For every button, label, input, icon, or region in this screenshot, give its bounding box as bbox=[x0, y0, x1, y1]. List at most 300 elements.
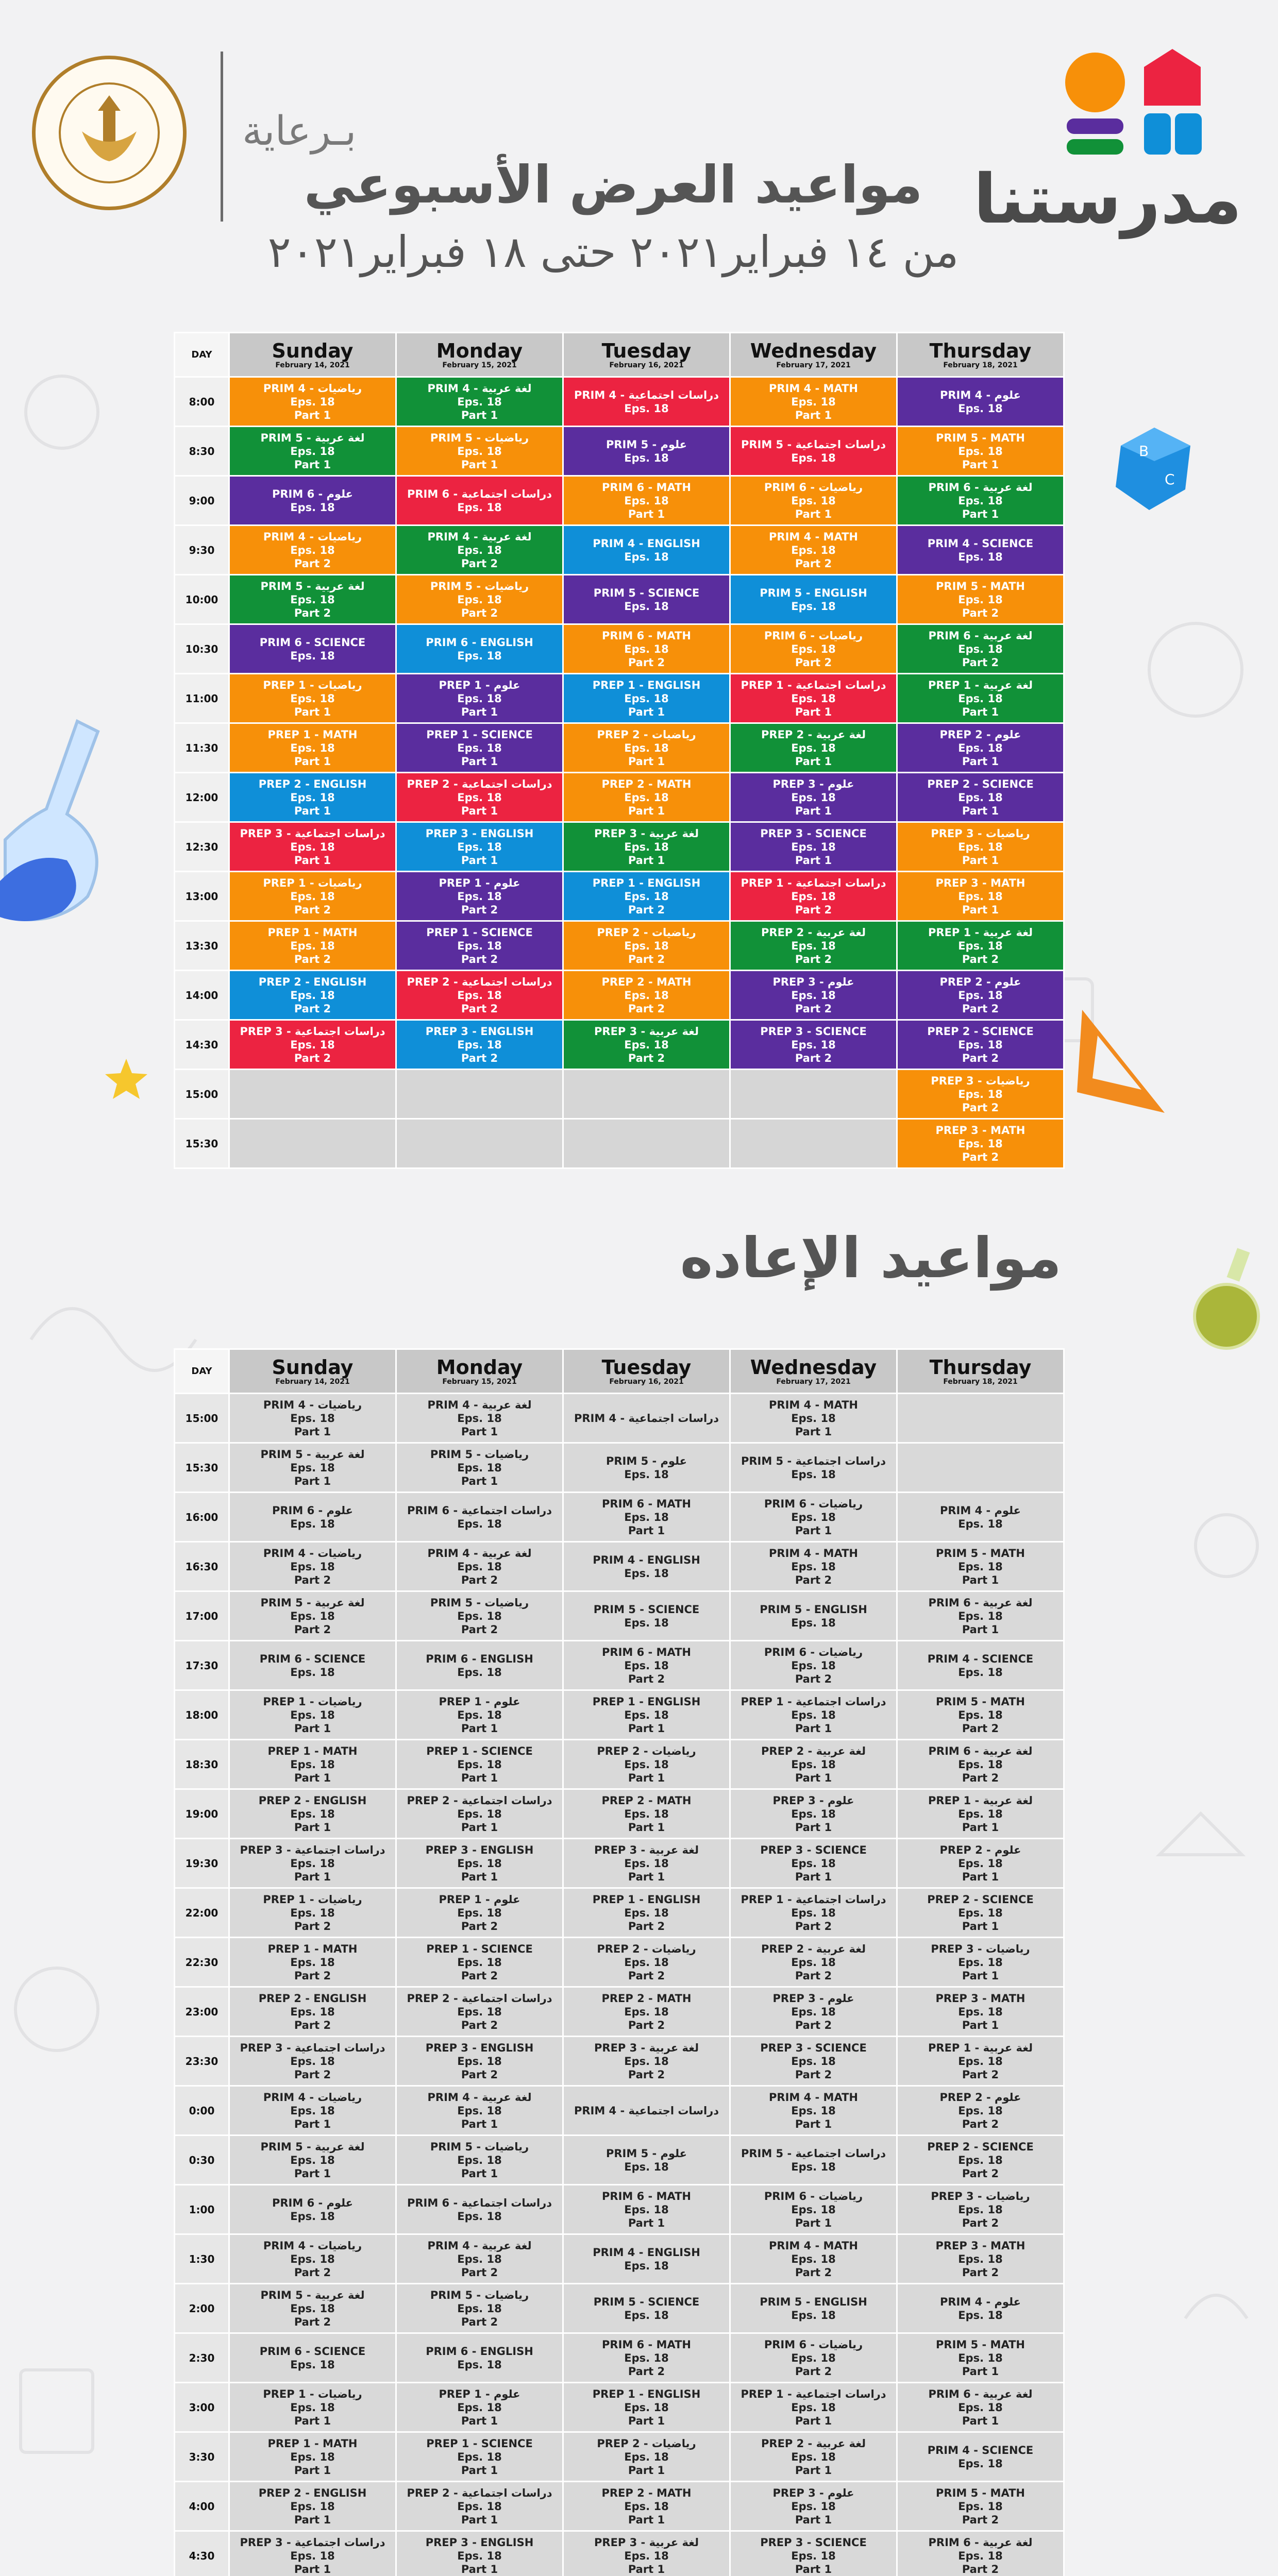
episode-label: Eps. 18 bbox=[958, 642, 1003, 655]
part-label: Part 2 bbox=[962, 2068, 999, 2081]
schedule-cell bbox=[229, 723, 396, 773]
episode-label: Eps. 18 bbox=[290, 989, 335, 1002]
program-title: PREP 2 - SCIENCE bbox=[927, 1893, 1034, 1906]
part-label: Part 1 bbox=[795, 2216, 832, 2229]
schedule-cell bbox=[396, 2482, 563, 2531]
part-label: Part 2 bbox=[795, 1052, 832, 1064]
schedule-row bbox=[175, 476, 1064, 526]
schedule-cell bbox=[897, 624, 1064, 674]
part-label: Part 1 bbox=[461, 2563, 498, 2575]
schedule-cell bbox=[897, 1690, 1064, 1740]
episode-label: Eps. 18 bbox=[457, 2252, 502, 2265]
episode-label: Eps. 18 bbox=[290, 2210, 335, 2223]
schedule-cell bbox=[229, 1394, 396, 1443]
episode-label: Eps. 18 bbox=[457, 1666, 502, 1679]
program-title: PREP 2 - دراسات اجتماعية bbox=[407, 975, 552, 988]
day-header-thursday: Thursday February 18, 2021 bbox=[897, 333, 1064, 377]
schedule-row bbox=[175, 377, 1064, 427]
program-title: PREP 3 - علوم bbox=[772, 1794, 854, 1807]
time-slot-label: 3:30 bbox=[175, 2432, 229, 2482]
schedule-cell bbox=[897, 526, 1064, 575]
schedule-cell bbox=[229, 1740, 396, 1789]
schedule-cell bbox=[396, 674, 563, 723]
schedule-cell bbox=[563, 2037, 730, 2086]
program-title: PREP 1 - علوم bbox=[439, 1695, 520, 1708]
episode-label: Eps. 18 bbox=[958, 840, 1003, 853]
program-title: PRIM 5 - لغة عربية bbox=[260, 1596, 365, 1609]
part-label: Part 2 bbox=[962, 1101, 999, 1114]
episode-label: Eps. 18 bbox=[457, 2302, 502, 2315]
time-slot-label: 13:30 bbox=[175, 921, 229, 971]
part-label: Part 1 bbox=[294, 1771, 331, 1784]
episode-label: Eps. 18 bbox=[290, 445, 335, 457]
schedule-cell bbox=[897, 2482, 1064, 2531]
schedule-cell bbox=[229, 921, 396, 971]
program-title: PRIM 4 - ENGLISH bbox=[593, 537, 700, 550]
episode-label: Eps. 18 bbox=[958, 890, 1003, 903]
part-label: Part 1 bbox=[461, 2414, 498, 2427]
program-title: PRIM 5 - رياضيات bbox=[430, 580, 529, 592]
schedule-cell bbox=[730, 1020, 897, 1070]
schedule-row bbox=[175, 2383, 1064, 2432]
program-title: PRIM 5 - MATH bbox=[936, 580, 1025, 592]
program-title: PRIM 5 - رياضيات bbox=[430, 2140, 529, 2153]
episode-label: Eps. 18 bbox=[457, 2549, 502, 2562]
part-label: Part 1 bbox=[294, 458, 331, 471]
schedule-cell bbox=[396, 723, 563, 773]
part-label: Part 1 bbox=[795, 1722, 832, 1735]
program-title: PREP 2 - MATH bbox=[601, 1794, 692, 1807]
program-title: PREP 1 - رياضيات bbox=[263, 2387, 362, 2400]
program-title: PREP 1 - دراسات اجتماعية bbox=[741, 1893, 886, 1906]
episode-label: Eps. 18 bbox=[624, 840, 669, 853]
part-label: Part 1 bbox=[795, 2513, 832, 2526]
episode-label: Eps. 18 bbox=[958, 741, 1003, 754]
program-title: PRIM 6 - MATH bbox=[602, 2190, 691, 2202]
part-label: Part 1 bbox=[294, 705, 331, 718]
schedule-cell bbox=[563, 2136, 730, 2185]
program-title: PRIM 5 - علوم bbox=[606, 1454, 687, 1467]
part-label: Part 1 bbox=[461, 1771, 498, 1784]
time-slot-label: 1:00 bbox=[175, 2185, 229, 2234]
program-title: PRIM 4 - علوم bbox=[939, 388, 1021, 401]
episode-label: Eps. 18 bbox=[958, 402, 1003, 415]
episode-label: Eps. 18 bbox=[457, 445, 502, 457]
schedule-row bbox=[175, 2284, 1064, 2333]
episode-label: Eps. 18 bbox=[457, 741, 502, 754]
part-label: Part 2 bbox=[962, 2266, 999, 2279]
program-title: PRIM 4 - لغة عربية bbox=[427, 2091, 532, 2104]
program-title: PREP 3 - لغة عربية bbox=[594, 827, 699, 840]
part-label: Part 2 bbox=[795, 1573, 832, 1586]
part-label: Part 2 bbox=[294, 1920, 331, 1933]
day-header-sunday: Sunday February 14, 2021 bbox=[229, 333, 396, 377]
time-slot-label: 10:00 bbox=[175, 575, 229, 624]
time-slot-label: 23:30 bbox=[175, 2037, 229, 2086]
schedule-cell bbox=[229, 2333, 396, 2383]
rerun-section-title: مواعيد الإعاده bbox=[680, 1226, 1062, 1291]
schedule-cell bbox=[730, 1938, 897, 1987]
schedule-cell bbox=[396, 2383, 563, 2432]
schedule-cell bbox=[396, 2432, 563, 2482]
schedule-cell bbox=[897, 575, 1064, 624]
schedule-cell bbox=[730, 2037, 897, 2086]
schedule-cell bbox=[730, 872, 897, 921]
rerun-day-header-sunday: Sunday February 14, 2021 bbox=[229, 1349, 396, 1394]
schedule-cell bbox=[897, 1789, 1064, 1839]
part-label: Part 2 bbox=[461, 2266, 498, 2279]
program-title: PRIM 5 - رياضيات bbox=[430, 1448, 529, 1461]
program-title: PREP 1 - SCIENCE bbox=[426, 1744, 533, 1757]
schedule-row bbox=[175, 872, 1064, 921]
episode-label: Eps. 18 bbox=[457, 791, 502, 804]
brand-name: مدرستنا bbox=[973, 160, 1242, 239]
episode-label: Eps. 18 bbox=[457, 1807, 502, 1820]
part-label: Part 2 bbox=[962, 1771, 999, 1784]
episode-label: Eps. 18 bbox=[624, 402, 669, 415]
episode-label: Eps. 18 bbox=[290, 1560, 335, 1573]
episode-label: Eps. 18 bbox=[958, 2351, 1003, 2364]
part-label: Part 1 bbox=[294, 1722, 331, 1735]
episode-label: Eps. 18 bbox=[290, 2154, 335, 2166]
schedule-cell bbox=[563, 1987, 730, 2037]
schedule-cell bbox=[396, 2531, 563, 2576]
episode-label: Eps. 18 bbox=[457, 1758, 502, 1771]
program-title: PREP 3 - رياضيات bbox=[931, 2190, 1030, 2202]
program-title: PRIM 5 - دراسات اجتماعية bbox=[741, 2147, 886, 2160]
episode-label: Eps. 18 bbox=[958, 1088, 1003, 1100]
part-label: Part 1 bbox=[628, 2513, 665, 2526]
episode-label: Eps. 18 bbox=[624, 642, 669, 655]
episode-label: Eps. 18 bbox=[624, 550, 669, 563]
part-label: Part 1 bbox=[461, 458, 498, 471]
episode-label: Eps. 18 bbox=[290, 791, 335, 804]
episode-label: Eps. 18 bbox=[791, 1412, 836, 1425]
episode-label: Eps. 18 bbox=[958, 2104, 1003, 2117]
program-title: PREP 3 - علوم bbox=[772, 2486, 854, 2499]
svg-text:C: C bbox=[1165, 471, 1175, 488]
part-label: Part 1 bbox=[795, 1425, 832, 1438]
part-label: Part 2 bbox=[628, 2068, 665, 2081]
program-title: PRIM 5 - لغة عربية bbox=[260, 431, 365, 444]
part-label: Part 2 bbox=[461, 2068, 498, 2081]
day-header-wednesday: Wednesday February 17, 2021 bbox=[730, 333, 897, 377]
part-label: Part 1 bbox=[628, 705, 665, 718]
program-title: PRIM 4 - لغة عربية bbox=[427, 382, 532, 395]
program-title: PREP 3 - لغة عربية bbox=[594, 2536, 699, 2549]
episode-label: Eps. 18 bbox=[290, 692, 335, 705]
episode-label: Eps. 18 bbox=[290, 1857, 335, 1870]
episode-label: Eps. 18 bbox=[457, 1857, 502, 1870]
time-slot-label: 0:00 bbox=[175, 2086, 229, 2136]
program-title: PREP 2 - علوم bbox=[939, 1843, 1021, 1856]
schedule-cell bbox=[730, 2432, 897, 2482]
part-label: Part 1 bbox=[628, 854, 665, 867]
episode-label: Eps. 18 bbox=[624, 2160, 669, 2173]
episode-label: Eps. 18 bbox=[457, 840, 502, 853]
program-title: PREP 1 - MATH bbox=[267, 926, 358, 939]
schedule-cell bbox=[563, 1493, 730, 1542]
part-label: Part 1 bbox=[795, 409, 832, 421]
time-slot-label: 2:30 bbox=[175, 2333, 229, 2383]
program-title: PREP 1 - علوم bbox=[439, 2387, 520, 2400]
episode-label: Eps. 18 bbox=[791, 544, 836, 556]
program-title: PRIM 6 - دراسات اجتماعية bbox=[407, 1504, 552, 1517]
part-label: Part 2 bbox=[962, 2167, 999, 2180]
schedule-cell bbox=[897, 1740, 1064, 1789]
program-title: PREP 3 - لغة عربية bbox=[594, 1025, 699, 1038]
program-title: PREP 3 - SCIENCE bbox=[760, 1843, 867, 1856]
episode-label: Eps. 18 bbox=[958, 1137, 1003, 1150]
schedule-cell bbox=[563, 1119, 730, 1168]
schedule-cell bbox=[396, 526, 563, 575]
schedule-cell bbox=[563, 674, 730, 723]
schedule-cell bbox=[897, 872, 1064, 921]
part-label: Part 1 bbox=[962, 1623, 999, 1636]
part-label: Part 1 bbox=[294, 2167, 331, 2180]
part-label: Part 1 bbox=[294, 409, 331, 421]
episode-label: Eps. 18 bbox=[624, 1807, 669, 1820]
program-title: PRIM 6 - علوم bbox=[272, 2196, 354, 2209]
schedule-cell bbox=[563, 1938, 730, 1987]
schedule-cell bbox=[897, 2383, 1064, 2432]
episode-label: Eps. 18 bbox=[958, 692, 1003, 705]
episode-label: Eps. 18 bbox=[958, 939, 1003, 952]
time-slot-label: 17:00 bbox=[175, 1591, 229, 1641]
episode-label: Eps. 18 bbox=[457, 1708, 502, 1721]
schedule-row bbox=[175, 1443, 1064, 1493]
rerun-day-header-tuesday: Tuesday February 16, 2021 bbox=[563, 1349, 730, 1394]
time-slot-label: 18:00 bbox=[175, 1690, 229, 1740]
episode-label: Eps. 18 bbox=[958, 1666, 1003, 1679]
program-title: PRIM 4 - علوم bbox=[939, 1504, 1021, 1517]
schedule-row bbox=[175, 624, 1064, 674]
part-label: Part 1 bbox=[461, 705, 498, 718]
schedule-cell bbox=[897, 1839, 1064, 1888]
schedule-cell bbox=[229, 2136, 396, 2185]
part-label: Part 1 bbox=[461, 2464, 498, 2477]
schedule-row bbox=[175, 773, 1064, 822]
schedule-row bbox=[175, 1119, 1064, 1168]
part-label: Part 1 bbox=[628, 804, 665, 817]
program-title: PRIM 6 - دراسات اجتماعية bbox=[407, 2196, 552, 2209]
schedule-row bbox=[175, 1839, 1064, 1888]
schedule-cell bbox=[730, 2136, 897, 2185]
part-label: Part 1 bbox=[962, 1870, 999, 1883]
schedule-cell bbox=[897, 822, 1064, 872]
episode-label: Eps. 18 bbox=[457, 692, 502, 705]
schedule-cell bbox=[396, 773, 563, 822]
part-label: Part 2 bbox=[795, 2365, 832, 2378]
episode-label: Eps. 18 bbox=[290, 2005, 335, 2018]
episode-label: Eps. 18 bbox=[958, 1609, 1003, 1622]
part-label: Part 2 bbox=[461, 953, 498, 965]
time-slot-label: 22:00 bbox=[175, 1888, 229, 1938]
schedule-cell bbox=[730, 2531, 897, 2576]
part-label: Part 2 bbox=[294, 1002, 331, 1015]
episode-label: Eps. 18 bbox=[290, 2401, 335, 2414]
episode-label: Eps. 18 bbox=[791, 692, 836, 705]
part-label: Part 1 bbox=[795, 2563, 832, 2575]
schedule-row bbox=[175, 1493, 1064, 1542]
time-slot-label: 13:00 bbox=[175, 872, 229, 921]
episode-label: Eps. 18 bbox=[290, 1807, 335, 1820]
episode-label: Eps. 18 bbox=[791, 1616, 836, 1629]
episode-label: Eps. 18 bbox=[791, 2500, 836, 2513]
program-title: PREP 1 - ENGLISH bbox=[592, 876, 701, 889]
schedule-cell bbox=[563, 921, 730, 971]
date-range-subtitle: من ١٤ فبراير٢٠٢١ حتى ١٨ فبراير٢٠٢١ bbox=[267, 227, 959, 277]
schedule-cell bbox=[897, 1443, 1064, 1493]
episode-label: Eps. 18 bbox=[457, 2005, 502, 2018]
part-label: Part 2 bbox=[294, 2266, 331, 2279]
episode-label: Eps. 18 bbox=[624, 2351, 669, 2364]
episode-label: Eps. 18 bbox=[290, 939, 335, 952]
page-title: مواعيد العرض الأسبوعي bbox=[304, 155, 923, 215]
schedule-row bbox=[175, 2482, 1064, 2531]
schedule-row bbox=[175, 1938, 1064, 1987]
part-label: Part 1 bbox=[795, 2117, 832, 2130]
episode-label: Eps. 18 bbox=[457, 1906, 502, 1919]
schedule-cell bbox=[563, 1394, 730, 1443]
episode-label: Eps. 18 bbox=[290, 2104, 335, 2117]
part-label: Part 2 bbox=[294, 903, 331, 916]
episode-label: Eps. 18 bbox=[624, 1906, 669, 1919]
program-title: PREP 1 - دراسات اجتماعية bbox=[741, 679, 886, 691]
episode-label: Eps. 18 bbox=[624, 1038, 669, 1051]
schedule-cell bbox=[897, 476, 1064, 526]
episode-label: Eps. 18 bbox=[624, 791, 669, 804]
part-label: Part 2 bbox=[795, 2266, 832, 2279]
schedule-cell bbox=[563, 1740, 730, 1789]
program-title: PRIM 5 - MATH bbox=[936, 2486, 1025, 2499]
schedule-cell bbox=[396, 2185, 563, 2234]
program-title: PRIM 6 - رياضيات bbox=[764, 2338, 863, 2351]
episode-label: Eps. 18 bbox=[624, 1616, 669, 1629]
program-title: PREP 3 - علوم bbox=[772, 975, 854, 988]
episode-label: Eps. 18 bbox=[791, 1807, 836, 1820]
program-title: PRIM 4 - MATH bbox=[769, 2091, 858, 2104]
program-title: PREP 3 - رياضيات bbox=[931, 1074, 1030, 1087]
schedule-cell bbox=[730, 624, 897, 674]
program-title: PREP 1 - رياضيات bbox=[263, 679, 362, 691]
schedule-cell bbox=[897, 2531, 1064, 2576]
program-title: PRIM 5 - MATH bbox=[936, 431, 1025, 444]
episode-label: Eps. 18 bbox=[624, 2401, 669, 2414]
episode-label: Eps. 18 bbox=[290, 2358, 335, 2371]
part-label: Part 1 bbox=[962, 755, 999, 768]
program-title: PRIM 4 - MATH bbox=[769, 382, 858, 395]
time-slot-label: 12:30 bbox=[175, 822, 229, 872]
schedule-cell bbox=[897, 1394, 1064, 1443]
part-label: Part 1 bbox=[628, 1870, 665, 1883]
part-label: Part 2 bbox=[461, 1002, 498, 1015]
episode-label: Eps. 18 bbox=[958, 2457, 1003, 2470]
part-label: Part 1 bbox=[795, 2464, 832, 2477]
part-label: Part 2 bbox=[962, 606, 999, 619]
program-title: PREP 3 - MATH bbox=[935, 1124, 1025, 1137]
program-title: PREP 3 - دراسات اجتماعية bbox=[240, 2536, 385, 2549]
part-label: Part 1 bbox=[795, 804, 832, 817]
schedule-cell bbox=[563, 476, 730, 526]
episode-label: Eps. 18 bbox=[958, 1906, 1003, 1919]
program-title: PRIM 4 - MATH bbox=[769, 2239, 858, 2252]
schedule-row bbox=[175, 1394, 1064, 1443]
part-label: Part 1 bbox=[461, 755, 498, 768]
schedule-cell bbox=[229, 624, 396, 674]
schedule-cell bbox=[897, 1591, 1064, 1641]
episode-label: Eps. 18 bbox=[290, 593, 335, 606]
schedule-cell bbox=[730, 1641, 897, 1690]
program-title: PREP 1 - SCIENCE bbox=[426, 2437, 533, 2450]
schedule-cell bbox=[897, 1542, 1064, 1591]
program-title: PREP 3 - ENGLISH bbox=[425, 2536, 534, 2549]
episode-label: Eps. 18 bbox=[958, 1708, 1003, 1721]
schedule-cell bbox=[563, 2234, 730, 2284]
schedule-cell bbox=[229, 1690, 396, 1740]
schedule-row bbox=[175, 526, 1064, 575]
program-title: PREP 2 - لغة عربية bbox=[761, 1744, 866, 1757]
part-label: Part 1 bbox=[795, 705, 832, 718]
part-label: Part 2 bbox=[962, 1150, 999, 1163]
schedule-cell bbox=[396, 1493, 563, 1542]
part-label: Part 2 bbox=[795, 953, 832, 965]
episode-label: Eps. 18 bbox=[290, 1956, 335, 1969]
program-title: PRIM 4 - SCIENCE bbox=[927, 1652, 1034, 1665]
part-label: Part 1 bbox=[628, 1722, 665, 1735]
program-title: PREP 1 - MATH bbox=[267, 1744, 358, 1757]
schedule-row bbox=[175, 2333, 1064, 2383]
part-label: Part 2 bbox=[294, 2315, 331, 2328]
program-title: PRIM 4 - دراسات اجتماعية bbox=[574, 2104, 719, 2117]
schedule-cell bbox=[229, 1020, 396, 1070]
part-label: Part 2 bbox=[294, 2068, 331, 2081]
program-title: PREP 1 - دراسات اجتماعية bbox=[741, 2387, 886, 2400]
schedule-cell bbox=[897, 773, 1064, 822]
episode-label: Eps. 18 bbox=[290, 1708, 335, 1721]
program-title: PRIM 6 - MATH bbox=[602, 629, 691, 642]
part-label: Part 1 bbox=[795, 1870, 832, 1883]
program-title: PRIM 4 - ENGLISH bbox=[593, 2246, 700, 2259]
program-title: PREP 2 - دراسات اجتماعية bbox=[407, 777, 552, 790]
episode-label: Eps. 18 bbox=[457, 1038, 502, 1051]
schedule-cell bbox=[563, 822, 730, 872]
time-slot-label: 18:30 bbox=[175, 1740, 229, 1789]
part-label: Part 1 bbox=[962, 705, 999, 718]
schedule-cell bbox=[229, 1493, 396, 1542]
schedule-cell bbox=[563, 575, 730, 624]
program-title: PRIM 6 - دراسات اجتماعية bbox=[407, 487, 552, 500]
part-label: Part 2 bbox=[461, 1623, 498, 1636]
program-title: PRIM 4 - SCIENCE bbox=[927, 2444, 1034, 2456]
part-label: Part 2 bbox=[294, 1623, 331, 1636]
episode-label: Eps. 18 bbox=[457, 2358, 502, 2371]
episode-label: Eps. 18 bbox=[457, 1412, 502, 1425]
episode-label: Eps. 18 bbox=[791, 2005, 836, 2018]
schedule-row bbox=[175, 575, 1064, 624]
program-title: PREP 2 - ENGLISH bbox=[258, 975, 367, 988]
schedule-row bbox=[175, 2086, 1064, 2136]
abc-cube-icon bbox=[1108, 422, 1201, 515]
episode-label: Eps. 18 bbox=[624, 2500, 669, 2513]
schedule-cell bbox=[563, 624, 730, 674]
schedule-cell bbox=[396, 2136, 563, 2185]
program-title: PREP 1 - لغة عربية bbox=[928, 2041, 1033, 2054]
part-label: Part 2 bbox=[461, 606, 498, 619]
schedule-row bbox=[175, 971, 1064, 1020]
schedule-cell bbox=[229, 773, 396, 822]
episode-label: Eps. 18 bbox=[791, 2252, 836, 2265]
